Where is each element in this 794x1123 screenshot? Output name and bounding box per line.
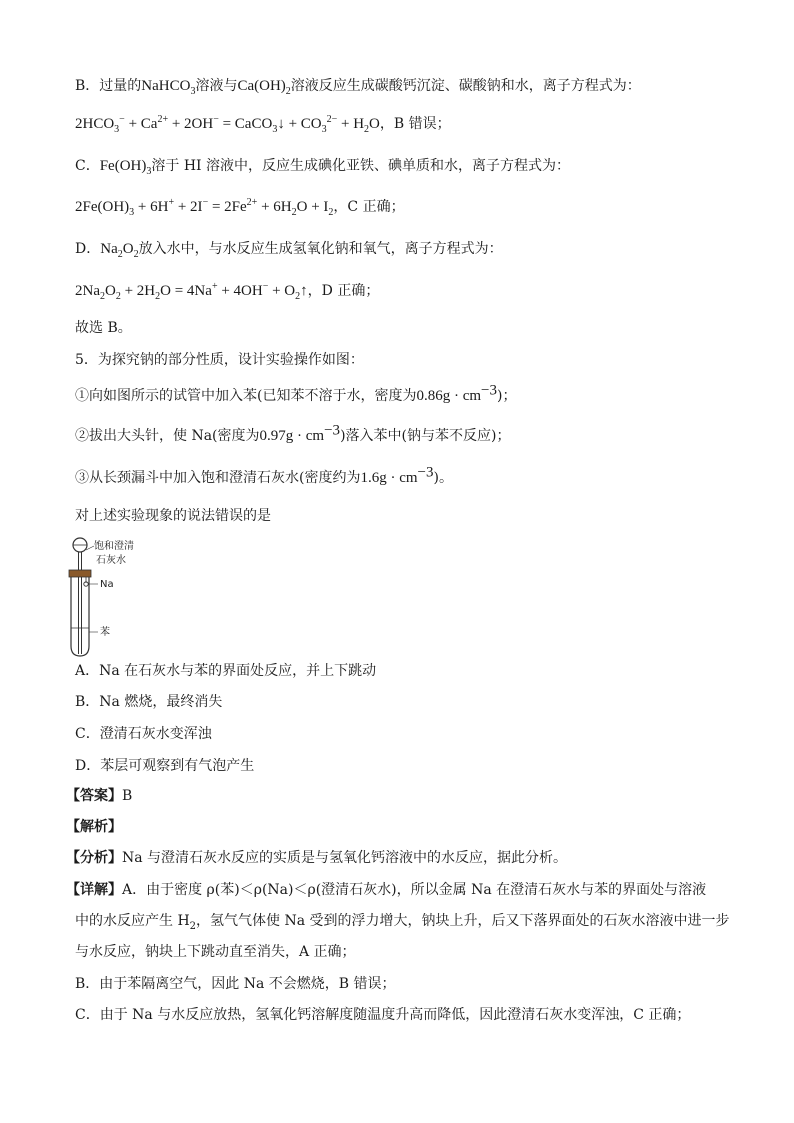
step-3: ③从长颈漏斗中加入饱和澄清石灰水(密度约为$1.6g \cdot cm^{-3}$)。 [75, 464, 453, 486]
label-lime-water-1: 饱和澄清 [94, 541, 134, 552]
question-5-title: 5．为探究钠的部分性质，设计实验操作如图： [75, 352, 364, 368]
option-d: D．苯层可观察到有气泡产生 [75, 758, 255, 774]
detail-line-2: 中的水反应产生 $H_2$，氢气气体使 Na 受到的浮力增大，钠块上升，后又下落界面处的石灰水溶液中进一步 [75, 913, 730, 932]
answer-label: 【答案】 [66, 788, 122, 804]
equation-b: $2HCO_3^- + Ca^{2+} + 2OH^-$ = CaCO$_3$↓ + $CO_3^{2-} + H_2O$，B 错误； [75, 114, 451, 135]
rubber-stopper [69, 570, 91, 577]
step-1: ①向如图所示的试管中加入苯(已知苯不溶于水，密度为$0.86g \cdot cm^{-3}$)； [75, 382, 517, 404]
equation-c: $2Fe(OH)_3 + 6H^+ + 2I^- = 2Fe^{2+} + 6H_2O + I_2$，C 正确； [75, 197, 405, 218]
label-lime-water-2: 石灰水 [96, 555, 126, 566]
option-d-description: D．$Na_2O_2$放入水中，与水反应生成氢氧化钠和氧气，离子方程式为： [75, 241, 503, 260]
option-a: A．Na 在石灰水与苯的界面处反应，并上下跳动 [75, 663, 377, 679]
option-b: B．Na 燃烧，最终消失 [75, 694, 223, 710]
option-c-description: C．$Fe(OH)_3$溶于 HI 溶液中，反应生成碘化亚铁、碘单质和水，离子方程式为： [75, 158, 571, 177]
equation-d: $2Na_2O_2 + 2H_2O = 4Na^+ + 4OH^-$ + $O_2↑$，D 正确； [75, 281, 380, 302]
test-tube-apparatus-diagram [60, 536, 190, 664]
detail-line-c: C．由于 Na 与水反应放热，氢氧化钙溶解度随温度升高而降低，因此澄清石灰水变浑浊，C 正确； [75, 1007, 691, 1023]
analysis-label: 【解析】 [66, 819, 122, 835]
option-c: C．澄清石灰水变浑浊 [75, 726, 212, 742]
label-benzene: 苯 [100, 627, 110, 638]
option-b-description: B．过量的NaHCO$_3$溶液与$Ca(OH)_2$溶液反应生成碳酸钙沉淀、碳酸钠和水，离子方程式为： [75, 78, 641, 97]
question-5-prompt: 对上述实验现象的说法错误的是 [75, 508, 271, 524]
answer-line [66, 786, 132, 806]
test-tube [71, 577, 89, 656]
fenxi-line: 【分析】Na 与澄清石灰水反应的实质是与氢氧化钙溶液中的水反应，据此分析。 [66, 850, 568, 866]
detail-line-3: 与水反应，钠块上下跳动直至消失，A 正确； [75, 944, 356, 960]
label-sodium: Na [100, 579, 114, 590]
step-2: ②拔出大头针，使 Na(密度为$0.97g \cdot cm^{-3}$)落入苯中(钠与苯不反应)； [75, 422, 511, 444]
detail-line-b: B．由于苯隔离空气，因此 Na 不会燃烧，B 错误； [75, 976, 396, 992]
answer-value: B [122, 788, 133, 804]
conclusion: 故选 B。 [75, 320, 132, 336]
detail-line-1: 【详解】A．由于密度 ρ(苯)＜ρ(Na)＜ρ(澄清石灰水)，所以金属 Na 在澄清石灰水与苯的界面处与溶液 [66, 882, 707, 898]
